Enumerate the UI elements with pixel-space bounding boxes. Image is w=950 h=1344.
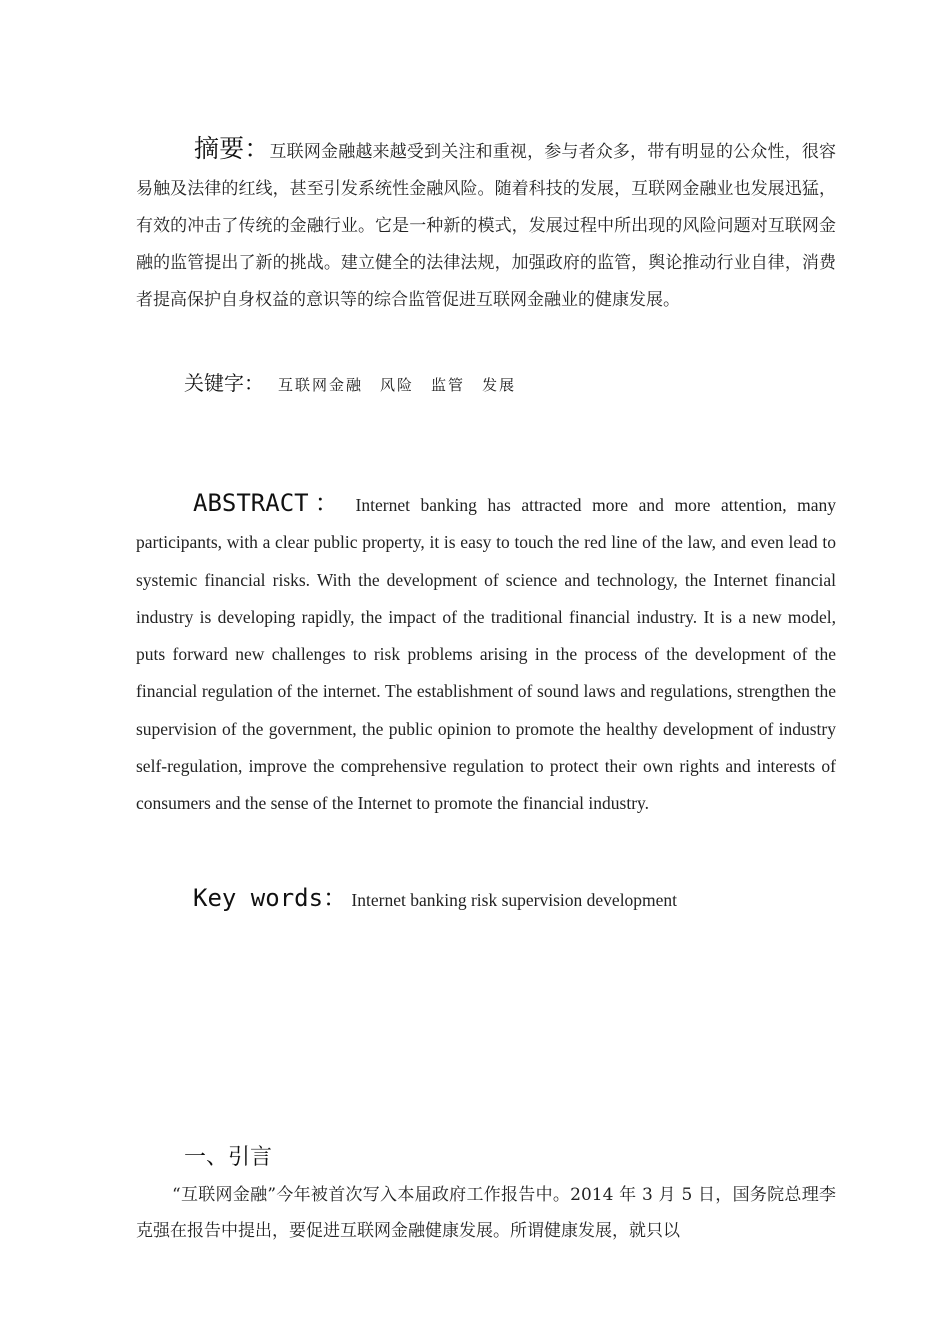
english-abstract-label: ABSTRACT： — [193, 489, 345, 517]
chinese-keywords-list: 互联网金融 风险 监管 发展 — [278, 376, 517, 394]
introduction-heading: 一、引言 — [184, 1145, 273, 1170]
english-abstract — [136, 485, 836, 823]
english-keywords-list: Internet banking risk supervision development — [351, 890, 678, 910]
introduction-body — [136, 1177, 836, 1249]
chinese-abstract — [136, 130, 836, 319]
english-keywords-label: Key words： — [193, 884, 348, 912]
chinese-keywords — [184, 367, 884, 402]
chinese-abstract-text: 互联网金融越来越受到关注和重视，参与者众多，带有明显的公众性，很容易触及法律的红线，甚至引发系统性金融风险。随着科技的发展，互联网金融业也发展迅猛，有效的冲击了传统的金融行业。它是一种新的模式，发展过程中所出现的风险问题对互联网金融的监管提出了新的挑战。建立健全的法律法规，加强政府的监管，舆论推动行业自律，消费者提高保护自身权益的意识等的综合监管促进互联网金融业的健康发展。 — [136, 142, 836, 310]
introduction-text: “互联网金融”今年被首次写入本届政府工作报告中。2014 年 3 月 5 日，国务院总理李克强在报告中提出，要促进互联网金融健康发展。所谓健康发展，就只以 — [136, 1185, 836, 1241]
english-keywords — [193, 880, 893, 918]
chinese-abstract-label: 摘要： — [194, 134, 270, 163]
english-abstract-text: Internet banking has attracted more and more attention, many participants, with a clear public property, it is easy to touch the red line of the law, and even lead to systemic financial risks. With the development of science and technology, the Internet financial industry is developing rapidly, the impact of the traditional financial industry. It is a new model, puts forward new challenges to risk problems arising in the process of the development of the financial regulation of the internet. The establishment of sound laws and regulations, strengthen the supervision of the government, the public opinion to promote the healthy development of industry self-regulation, improve the comprehensive regulation to protect their own rights and interests of consumers and the sense of the Internet to promote the financial industry. — [136, 495, 837, 814]
chinese-keywords-label: 关键字： — [184, 371, 264, 395]
